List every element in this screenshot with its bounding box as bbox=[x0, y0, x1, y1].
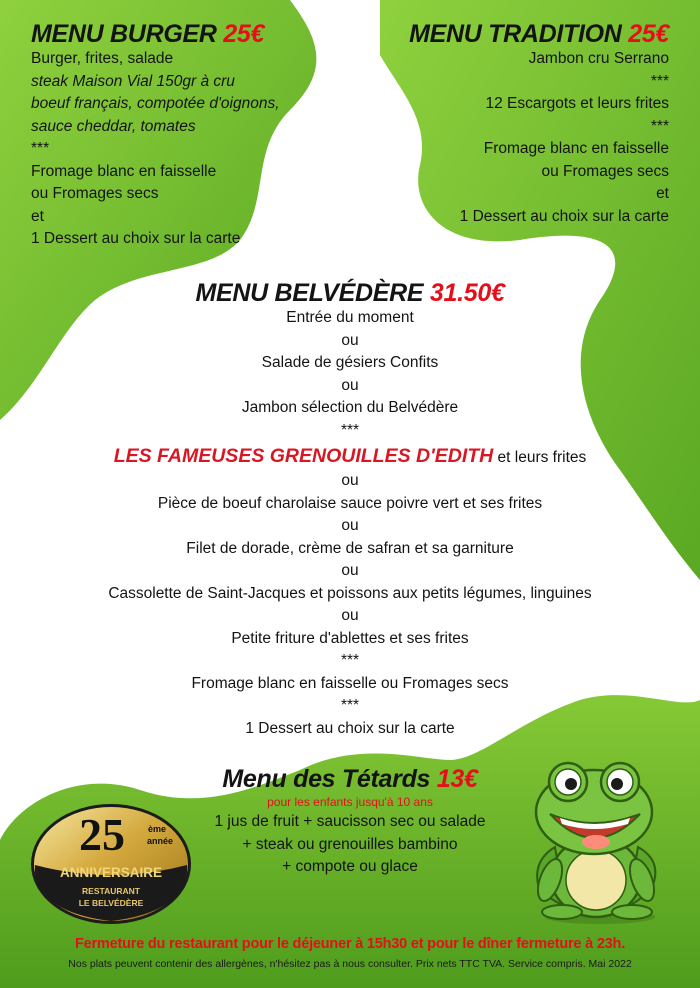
frog-mascot-icon bbox=[520, 752, 670, 927]
belvedere-separator: *** bbox=[340, 421, 360, 439]
burger-line: et bbox=[31, 207, 44, 225]
menu-tetards-price: 13€ bbox=[436, 765, 478, 793]
menu-tradition-price: 25€ bbox=[628, 20, 669, 48]
belvedere-line: Filet de dorade, crème de safran et sa garniture bbox=[186, 539, 514, 557]
tetards-line: + steak ou grenouilles bambino bbox=[242, 835, 458, 853]
burger-line: steak Maison Vial 150gr à cru bbox=[31, 72, 235, 90]
belvedere-line: Jambon sélection du Belvédère bbox=[241, 399, 459, 416]
menu-burger-name: MENU BURGER bbox=[31, 20, 217, 48]
burger-line: Fromage blanc en faisselle bbox=[31, 162, 217, 180]
tradition-line: Jambon cru Serrano bbox=[528, 50, 669, 67]
menu-tradition-name: MENU TRADITION bbox=[409, 20, 622, 48]
belvedere-or: ou bbox=[341, 517, 359, 534]
footer-hours: Fermeture du restaurant pour le déjeuner à 15h30 et pour le dîner fermeture à 23h. bbox=[74, 936, 626, 952]
belvedere-line: Fromage blanc en faisselle ou Fromages secs bbox=[191, 674, 509, 692]
belvedere-separator: *** bbox=[340, 697, 360, 714]
tradition-line: ou Fromages secs bbox=[541, 162, 669, 180]
belvedere-or: ou bbox=[341, 607, 359, 624]
tradition-line: et bbox=[656, 185, 669, 202]
tradition-separator: *** bbox=[650, 72, 669, 90]
menu-burger-price: 25€ bbox=[223, 20, 265, 48]
menu-belvedere-section bbox=[0, 279, 700, 740]
belvedere-or: ou bbox=[341, 472, 359, 489]
burger-line: sauce cheddar, tomates bbox=[31, 117, 196, 135]
menu-tetards-title bbox=[170, 765, 530, 793]
menu-tradition-section bbox=[409, 20, 669, 228]
burger-separator: *** bbox=[31, 140, 50, 157]
menu-tradition-title bbox=[409, 20, 669, 48]
tetards-age-note: pour les enfants jusqu'à 10 ans bbox=[267, 795, 433, 809]
belvedere-or: ou bbox=[341, 331, 359, 349]
belvedere-line: Salade de gésiers Confits bbox=[261, 354, 439, 371]
menu-belvedere-price: 31.50€ bbox=[429, 279, 505, 307]
belvedere-special-line bbox=[0, 444, 700, 470]
burger-line: 1 Dessert au choix sur la carte bbox=[31, 230, 241, 247]
grenouilles-title: LES FAMEUSES GRENOUILLES D'EDITH bbox=[113, 445, 494, 467]
belvedere-line: 1 Dessert au choix sur la carte bbox=[245, 719, 455, 737]
badge-sup1: ème bbox=[148, 824, 167, 834]
menu-belvedere-title bbox=[0, 279, 700, 307]
belvedere-or: ou bbox=[341, 376, 359, 394]
grenouilles-suffix: et leurs frites bbox=[497, 449, 587, 466]
tetards-line: 1 jus de fruit + saucisson sec ou salade bbox=[214, 813, 486, 830]
tradition-line: 12 Escargots et leurs frites bbox=[485, 95, 669, 112]
menu-burger-title bbox=[31, 20, 280, 48]
belvedere-or: ou bbox=[341, 562, 359, 579]
menu-tetards-section bbox=[170, 765, 530, 879]
menu-belvedere-name: MENU BELVÉDÈRE bbox=[195, 279, 424, 307]
footer-legal: Nos plats peuvent contenir des allergènes, n'hésitez pas à nous consulter. Prix nets TTC TVA. Service compris. Mai 2022 bbox=[68, 958, 632, 970]
belvedere-line: Petite friture d'ablettes et ses frites bbox=[231, 629, 469, 647]
badge-sup2: année bbox=[147, 836, 174, 846]
tetards-line: + compote ou glace bbox=[282, 858, 418, 875]
badge-sub1: RESTAURANT bbox=[82, 886, 140, 896]
burger-line: ou Fromages secs bbox=[31, 185, 159, 202]
belvedere-separator: *** bbox=[340, 652, 360, 669]
anniversary-badge bbox=[30, 803, 192, 925]
badge-number: 25 bbox=[79, 809, 125, 860]
badge-banner: ANNIVERSAIRE bbox=[59, 865, 163, 880]
burger-line: Burger, frites, salade bbox=[31, 50, 174, 67]
menu-burger-section bbox=[31, 20, 280, 251]
tradition-line: 1 Dessert au choix sur la carte bbox=[459, 207, 669, 225]
menu-tetards-name: Menu des Tétards bbox=[222, 765, 431, 793]
belvedere-line: Pièce de boeuf charolaise sauce poivre vert et ses frites bbox=[157, 494, 543, 512]
belvedere-line: Cassolette de Saint-Jacques et poissons aux petits légumes, linguines bbox=[108, 584, 592, 602]
badge-sub2: LE BELVÉDÈRE bbox=[78, 898, 144, 908]
tradition-separator: *** bbox=[650, 117, 669, 135]
tradition-line: Fromage blanc en faisselle bbox=[483, 140, 669, 157]
burger-line: boeuf français, compotée d'oignons, bbox=[31, 95, 280, 112]
belvedere-line: Entrée du moment bbox=[286, 309, 414, 326]
